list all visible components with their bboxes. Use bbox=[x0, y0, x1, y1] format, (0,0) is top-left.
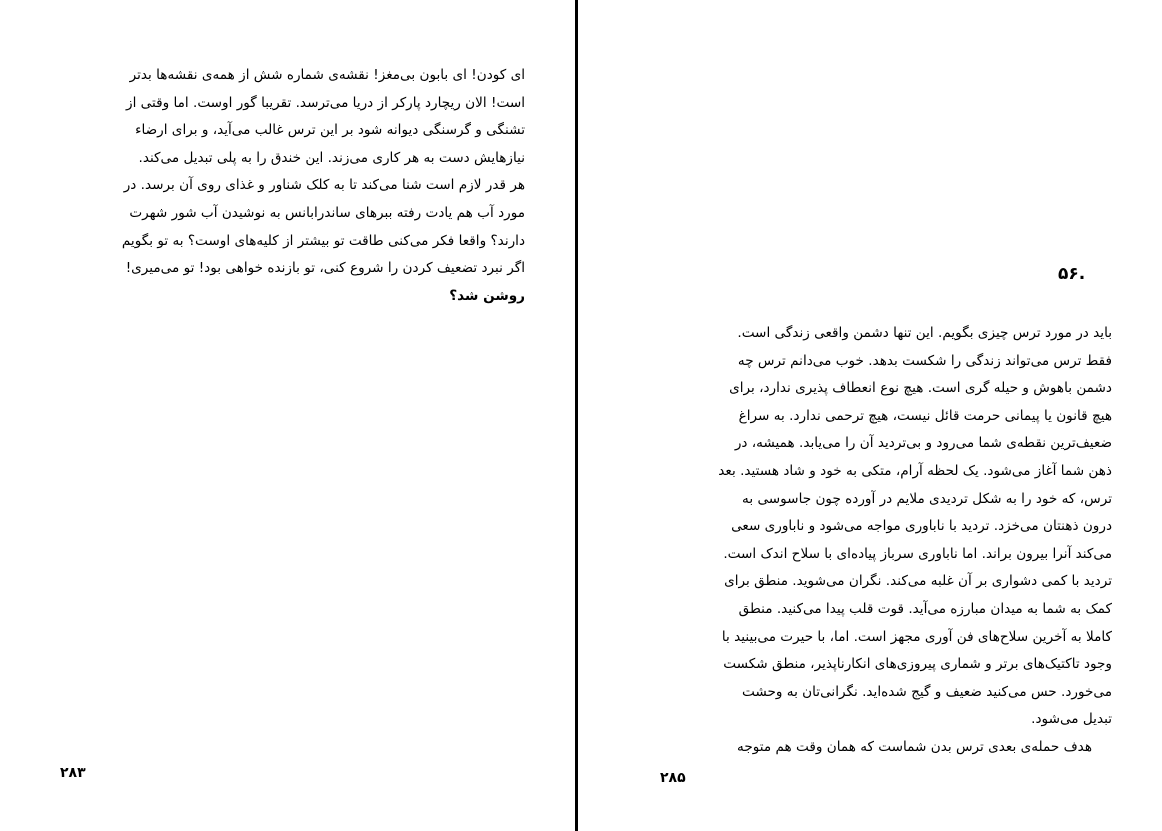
right-line-3: دشمن باهوش و حیله گری است. هیچ نوع انعطاف پذیری ندارد، برای bbox=[729, 380, 1112, 397]
left-line-2: است! الان ریچارد پارکر از دریا می‌ترسد. تقریبا گور اوست. اما وقتی از bbox=[126, 94, 525, 111]
right-line-7: ترس، که خود را به شکل تردیدی ملایم در آورده چون جاسوسی به bbox=[742, 490, 1112, 507]
left-line-3: تشنگی و گرسنگی دیوانه شود بر این ترس غالب می‌آید، و برای ارضاء bbox=[135, 122, 525, 139]
right-page-body bbox=[660, 320, 1112, 762]
right-line-13: وجود تاکتیک‌های برتر و شماری پیروزی‌های انکارناپذیر، منطق شکست bbox=[723, 656, 1112, 673]
right-page-number: ۲۸۵ bbox=[660, 770, 686, 786]
right-line-9: می‌کند آنرا بیرون براند. اما ناباوری سرباز پیاده‌ای با سلاح اندک است. bbox=[723, 545, 1112, 562]
chapter-number: .۵۶ bbox=[1058, 264, 1086, 284]
right-line-11: کمک به شما به میدان مبارزه می‌آید. قوت قلب پیدا می‌کنید. منطق bbox=[738, 600, 1112, 617]
page-gutter-divider bbox=[575, 0, 578, 831]
right-line-14: می‌خورد. حس می‌کنید ضعیف و گیج شده‌اید. نگرانی‌تان به وحشت bbox=[742, 683, 1112, 700]
left-line-5: هر قدر لازم است شنا می‌کند تا به کلک شناور و غذای روی آن برسد. در bbox=[123, 177, 525, 194]
left-line-1: ای کودن! ای بابون بی‌مغز! نقشه‌ی شماره شش از همه‌ی نقشه‌ها بدتر bbox=[129, 67, 525, 83]
right-line-1: باید در مورد ترس چیزی بگویم. این تنها دشمن واقعی زندگی است. bbox=[737, 325, 1112, 341]
right-line-15: تبدیل می‌شود. bbox=[1031, 711, 1112, 728]
left-line-4: نیازهایش دست به هر کاری می‌زند. این خندق را به پلی تبدیل می‌کند. bbox=[138, 149, 525, 166]
left-last-line: روشن شد؟ bbox=[449, 287, 525, 304]
left-page-body bbox=[60, 62, 525, 310]
right-line-4: هیچ قانون یا پیمانی حرمت قائل نیست، هیچ ترحمی ندارد. به سراغ bbox=[738, 407, 1112, 424]
right-line-5: ضعیف‌ترین نقطه‌ی شما می‌رود و بی‌تردید آن را می‌یابد. همیشه، در bbox=[734, 435, 1112, 452]
right-line-8: درون ذهنتان می‌خزد. تردید با ناباوری مواجه می‌شود و ناباوری سعی bbox=[731, 518, 1112, 535]
left-line-6: مورد آب هم یادت رفته ببرهای ساندرابانس به نوشیدن آب شور شهرت bbox=[129, 204, 525, 221]
right-line-2: فقط ترس می‌تواند زندگی را شکست بدهد. خوب می‌دانم ترس چه bbox=[737, 352, 1112, 369]
left-page-number: ۲۸۳ bbox=[60, 765, 86, 781]
right-line-12: کاملا به آخرین سلاح‌های فن آوری مجهز است. اما، با حیرت می‌بینید با bbox=[721, 628, 1112, 645]
left-line-8: اگر نبرد تضعیف کردن را شروع کنی، تو بازنده خواهی بود! تو می‌میری! bbox=[125, 260, 525, 277]
left-line-7: دارند؟ واقعا فکر می‌کنی طاقت تو بیشتر از کلیه‌های اوست؟ به تو بگویم bbox=[121, 232, 525, 249]
right-line-10: تردید با کمی دشواری بر آن غلبه می‌کند. نگران می‌شوید. منطق برای bbox=[724, 573, 1112, 590]
right-continuation-line: هدف حمله‌ی بعدی ترس بدن شماست که همان وقت هم متوجه bbox=[737, 738, 1092, 755]
right-line-6: ذهن شما آغاز می‌شود. یک لحظه آرام، متکی به خود و شاد هستید. بعد bbox=[718, 462, 1112, 479]
